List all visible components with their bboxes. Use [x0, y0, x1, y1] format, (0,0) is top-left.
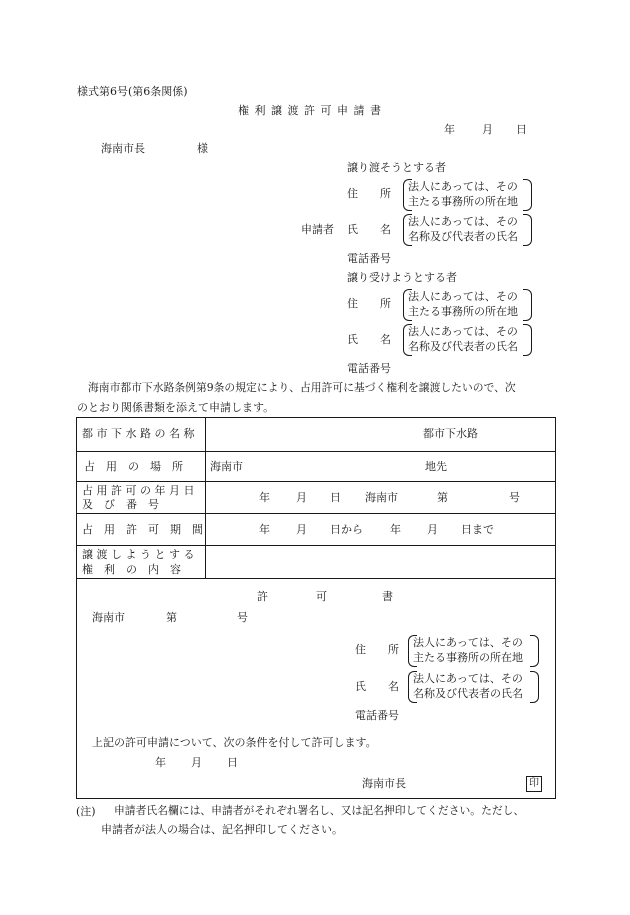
- permit-address-note-2: 主たる事務所の所在地: [413, 651, 523, 664]
- period-year-2: 年: [390, 523, 401, 536]
- row-label-location: 占 用 の 場 所: [84, 460, 183, 473]
- transferor-phone-label: 電話番号: [347, 252, 391, 265]
- body-text-line-2: のとおり関係書類を添えて申請します。: [77, 401, 275, 414]
- note-text-line-2: 申請者が法人の場合は、記名押印してください。: [101, 823, 343, 836]
- permit-name-note-2: 名称及び代表者の氏名: [413, 687, 523, 700]
- permit-date-day: 日: [227, 756, 238, 769]
- applicant-label: 申請者: [301, 223, 334, 236]
- transferee-name-label: 氏 名: [347, 333, 391, 346]
- date-month: 月: [482, 123, 493, 136]
- transferor-address-note-1: 法人にあっては、その: [408, 180, 518, 193]
- permit-statement: 上記の許可申請について、次の条件を付して許可します。: [92, 736, 377, 749]
- transferee-name-note-1: 法人にあっては、その: [408, 325, 518, 338]
- right-bracket: [523, 289, 532, 321]
- note-text-line-1: 申請者氏名欄には、申請者がそれぞれ署名し、又は記名押印してください。ただし、: [114, 804, 525, 817]
- date-day: 日: [516, 123, 527, 136]
- addressee-name: 海南市長: [101, 142, 145, 155]
- permit-dai: 第: [437, 491, 448, 504]
- permit-go: 号: [509, 491, 520, 504]
- permit-phone-label: 電話番号: [355, 709, 399, 722]
- permit-signer: 海南市長: [362, 777, 406, 790]
- row-label-permit-period: 占 用 許 可 期 間: [82, 523, 203, 536]
- row-label-sewer-name: 都 市 下 水 路 の 名 称: [82, 427, 195, 440]
- date-year: 年: [444, 123, 455, 136]
- transferor-address-note-2: 主たる事務所の所在地: [408, 195, 518, 208]
- row-label-rights-1: 譲 渡 し よ う と す る: [82, 548, 195, 561]
- transferor-heading: 譲り渡そうとする者: [347, 161, 446, 174]
- period-from: 日から: [330, 523, 363, 536]
- permit-title-3: 書: [382, 590, 393, 603]
- sewer-name-value: 都市下水路: [423, 427, 478, 440]
- permit-month: 月: [296, 491, 307, 504]
- permit-day: 日: [330, 491, 341, 504]
- permit-name-label: 氏 名: [355, 680, 399, 693]
- period-month-1: 月: [296, 523, 307, 536]
- transferee-name-note-2: 名称及び代表者の氏名: [408, 340, 518, 353]
- row-label-permit-date-1: 占 用 許 可 の 年 月 日: [82, 484, 195, 497]
- right-bracket: [523, 324, 532, 356]
- permit-address-label: 住 所: [355, 643, 399, 656]
- transferee-address-note-2: 主たる事務所の所在地: [408, 305, 518, 318]
- seal-mark: 印: [526, 776, 542, 792]
- permit-city: 海南市: [365, 491, 398, 504]
- right-bracket: [530, 671, 539, 703]
- right-bracket: [530, 635, 539, 667]
- transferor-name-note-1: 法人にあっては、その: [408, 215, 518, 228]
- row-label-rights-2: 権 利 の 内 容: [82, 563, 181, 576]
- right-bracket: [523, 214, 532, 246]
- permit-number-city: 海南市: [92, 611, 125, 624]
- permit-date-year: 年: [155, 756, 166, 769]
- transferee-heading: 譲り受けようとする者: [347, 271, 457, 284]
- permit-title-2: 可: [316, 590, 327, 603]
- permit-number-dai: 第: [166, 611, 177, 624]
- form-number: 様式第6号(第6条関係): [77, 85, 188, 98]
- permit-address-note-1: 法人にあっては、その: [413, 636, 523, 649]
- location-suffix: 地先: [425, 460, 447, 473]
- period-month-2: 月: [427, 523, 438, 536]
- period-year-1: 年: [259, 523, 270, 536]
- transferor-name-label: 氏 名: [347, 223, 391, 236]
- permit-year: 年: [259, 491, 270, 504]
- transferee-address-note-1: 法人にあっては、その: [408, 290, 518, 303]
- body-text-line-1: 海南市都市下水路条例第9条の規定により、占用許可に基づく権利を譲渡したいので、次: [88, 381, 516, 394]
- transferor-name-note-2: 名称及び代表者の氏名: [408, 230, 518, 243]
- addressee-honorific: 様: [197, 142, 208, 155]
- row-label-permit-date-2: 及 び 番 号: [82, 498, 159, 511]
- transferee-phone-label: 電話番号: [347, 362, 391, 375]
- form-title: 権 利 譲 渡 許 可 申 請 書: [238, 104, 382, 117]
- note-label: (注): [76, 805, 96, 818]
- period-to: 日まで: [461, 523, 494, 536]
- transferor-address-label: 住 所: [347, 187, 391, 200]
- right-bracket: [523, 179, 532, 211]
- transferee-address-label: 住 所: [347, 297, 391, 310]
- permit-title-1: 許: [257, 590, 268, 603]
- permit-number-go: 号: [237, 611, 248, 624]
- location-city: 海南市: [210, 460, 243, 473]
- permit-date-month: 月: [191, 756, 202, 769]
- permit-name-note-1: 法人にあっては、その: [413, 672, 523, 685]
